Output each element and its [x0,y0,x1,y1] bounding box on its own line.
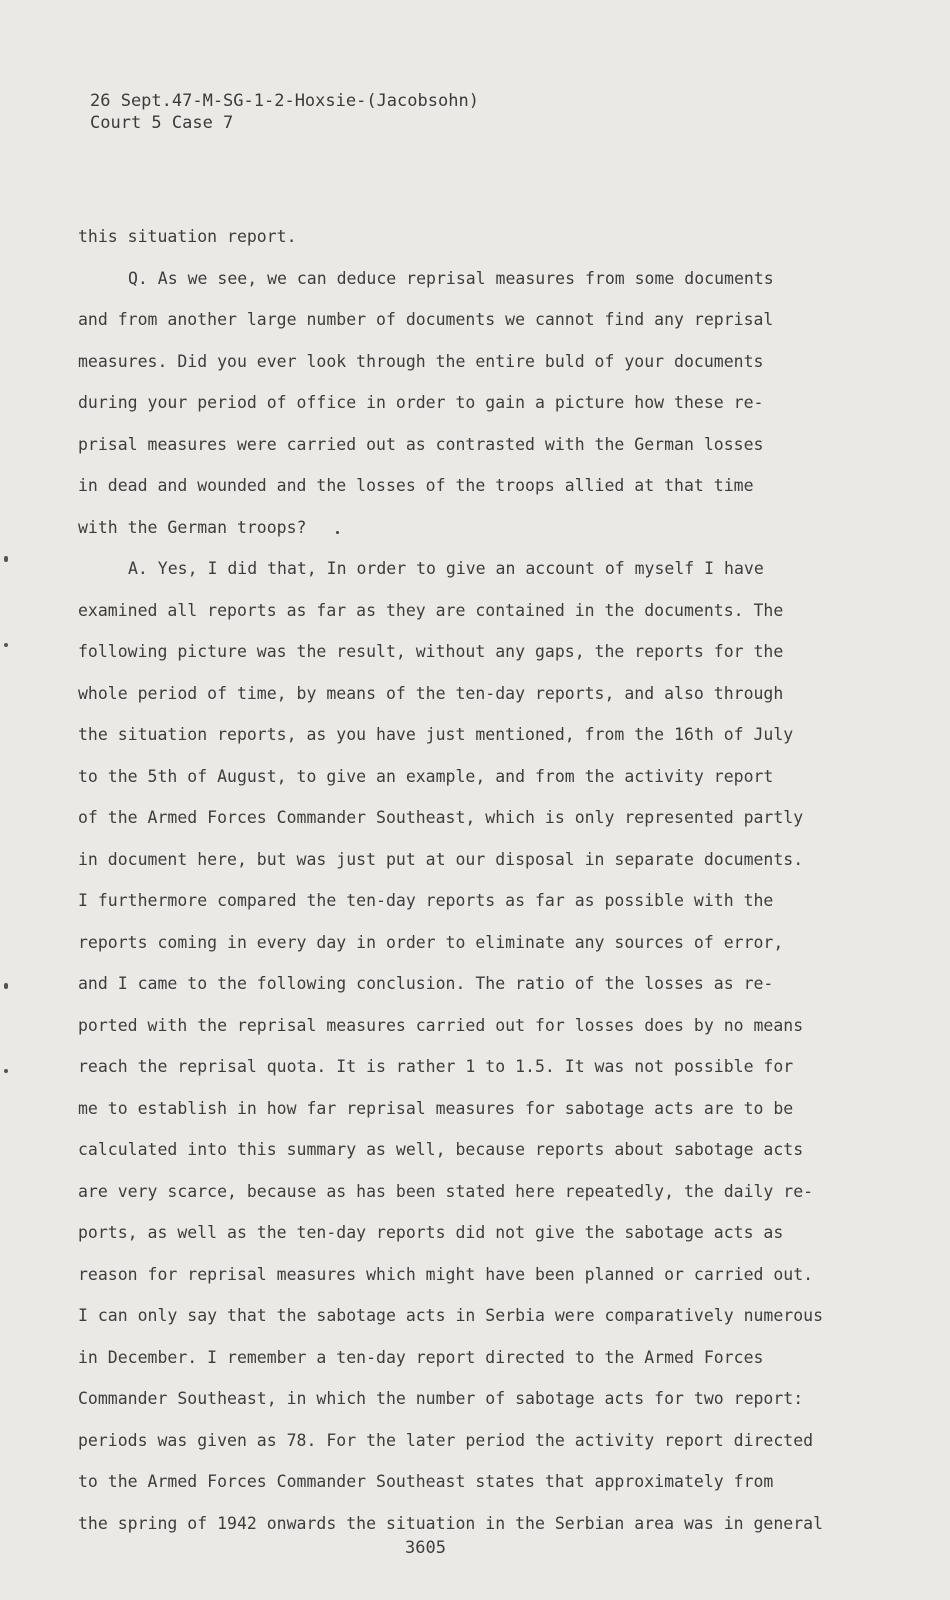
text-line: reason for reprisal measures which might have been planned or carried out. [78,1264,814,1284]
text-line: ports, as well as the ten-day reports did not give the sabotage acts as [78,1223,784,1242]
text-line: are very scarce, because as has been stated here repeatedly, the daily re- [78,1181,814,1201]
question-line: Q. As we see, we can deduce reprisal measures from some documents [128,268,774,288]
text-line: periods was given as 78. For the later period the activity report directed [78,1430,814,1450]
text-line: to the Armed Forces Commander Southeast states that approximately from [78,1472,774,1491]
text-line: reach the reprisal quota. It is rather 1 to 1.5. It was not possible for [78,1057,794,1076]
page-number: 3605 [405,1538,446,1558]
text-line: in document here, but was just put at our disposal in separate documents. [78,849,804,869]
text-line: whole period of time, by means of the ten-day reports, and also through [78,683,784,703]
header-court-line: Court 5 Case 7 [90,113,234,133]
answer-line: A. Yes, I did that, In order to give an account of myself I have [128,559,764,578]
text-line: reports coming in every day in order to eliminate any sources of error, [78,932,784,952]
text-line: the situation reports, as you have just mentioned, from the 16th of July [78,725,794,744]
paper-speck [336,531,339,534]
header-reference-line: 26 Sept.47-M-SG-1-2-Hoxsie-(Jacobsohn) [90,91,479,111]
text-line: I can only say that the sabotage acts in Serbia were comparatively numerous [78,1306,824,1325]
text-line: during your period of office in order to gain a picture how these re- [78,393,764,412]
transcript-body [78,216,878,1544]
text-line: me to establish in how far reprisal measures for sabotage acts are to be [78,1098,794,1118]
text-line: calculated into this summary as well, because reports about sabotage acts [78,1140,804,1159]
text-line: I furthermore compared the ten-day reports as far as possible with the [78,891,774,910]
text-line: and I came to the following conclusion. The ratio of the losses as re- [78,974,774,993]
text-line: this situation report. [78,227,297,246]
margin-speck [4,983,8,989]
text-line: ported with the reprisal measures carried out for losses does by no means [78,1015,804,1035]
text-line: and from another large number of documents we cannot find any reprisal [78,310,774,329]
margin-speck [4,556,8,562]
text-line: following picture was the result, without any gaps, the reports for the [78,642,784,661]
text-line: in dead and wounded and the losses of the troops allied at that time [78,476,754,495]
document-header [90,90,479,134]
text-line: in December. I remember a ten-day report directed to the Armed Forces [78,1347,764,1367]
text-line: prisal measures were carried out as contrasted with the German losses [78,434,764,454]
text-line: with the German troops? [78,517,307,537]
text-line: the spring of 1942 onwards the situation in the Serbian area was in general [78,1513,824,1533]
text-line: measures. Did you ever look through the entire buld of your documents [78,351,764,371]
margin-speck [4,643,8,647]
text-line: Commander Southeast, in which the number of sabotage acts for two report: [78,1389,804,1408]
text-line: to the 5th of August, to give an example, and from the activity report [78,766,774,786]
text-line: of the Armed Forces Commander Southeast, which is only represented partly [78,808,804,827]
margin-speck [4,1069,8,1073]
text-line: examined all reports as far as they are contained in the documents. The [78,600,784,620]
